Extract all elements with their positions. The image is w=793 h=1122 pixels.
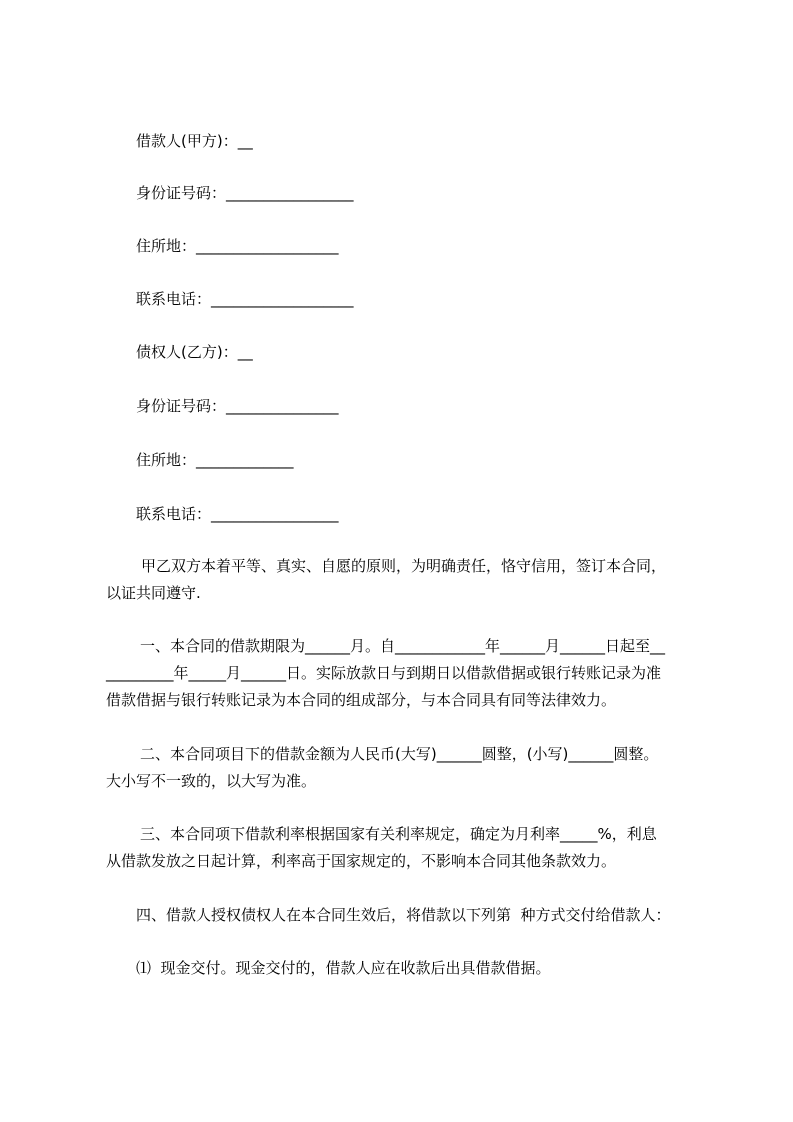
borrower-name-line: 借款人(甲方)：__ xyxy=(136,132,253,150)
borrower-phone-line: 联系电话：___________________ xyxy=(136,290,354,308)
clause-1-line-1: 一、本合同的借款期限为______月。自____________年______月______日起至__ xyxy=(140,637,666,655)
preamble-line-1: 甲乙双方本着平等、真实、自愿的原则，为明确责任，恪守信用，签订本合同， xyxy=(141,557,667,575)
clause-2-line-1: 二、本合同项目下的借款金额为人民币(大写)______圆整，(小写)______圆整。 xyxy=(140,745,659,763)
clause-3-line-2: 从借款发放之日起计算，利率高于国家规定的，不影响本合同其他条款效力。 xyxy=(106,852,617,870)
preamble-line-2: 以证共同遵守. xyxy=(106,584,201,602)
clause-2-line-2: 大小写不一致的，以大写为准。 xyxy=(106,772,317,790)
lender-address-line: 住所地：_____________ xyxy=(136,451,294,469)
clause-4-line-1: 四、借款人授权债权人在本合同生效后，将借款以下列第 种方式交付给借款人： xyxy=(136,906,671,924)
borrower-address-line: 住所地：___________________ xyxy=(136,237,339,255)
clause-3-line-1: 三、本合同项下借款利率根据国家有关利率规定，确定为月利率_____%，利息 xyxy=(140,825,657,843)
borrower-id-line: 身份证号码：_________________ xyxy=(136,184,354,202)
clause-1-line-2: _________年_____月______日。实际放款日与到期日以借款借据或银行转账记录为准 xyxy=(106,664,662,682)
item-1-line: ⑴ 现金交付。现金交付的，借款人应在收款后出具借款借据。 xyxy=(136,959,551,977)
clause-1-line-3: 借款借据与银行转账记录为本合同的组成部分，与本合同具有同等法律效力。 xyxy=(106,691,617,709)
lender-name-line: 债权人(乙方)：__ xyxy=(136,343,253,361)
lender-id-line: 身份证号码：_______________ xyxy=(136,397,339,415)
lender-phone-line: 联系电话：_________________ xyxy=(136,505,339,523)
